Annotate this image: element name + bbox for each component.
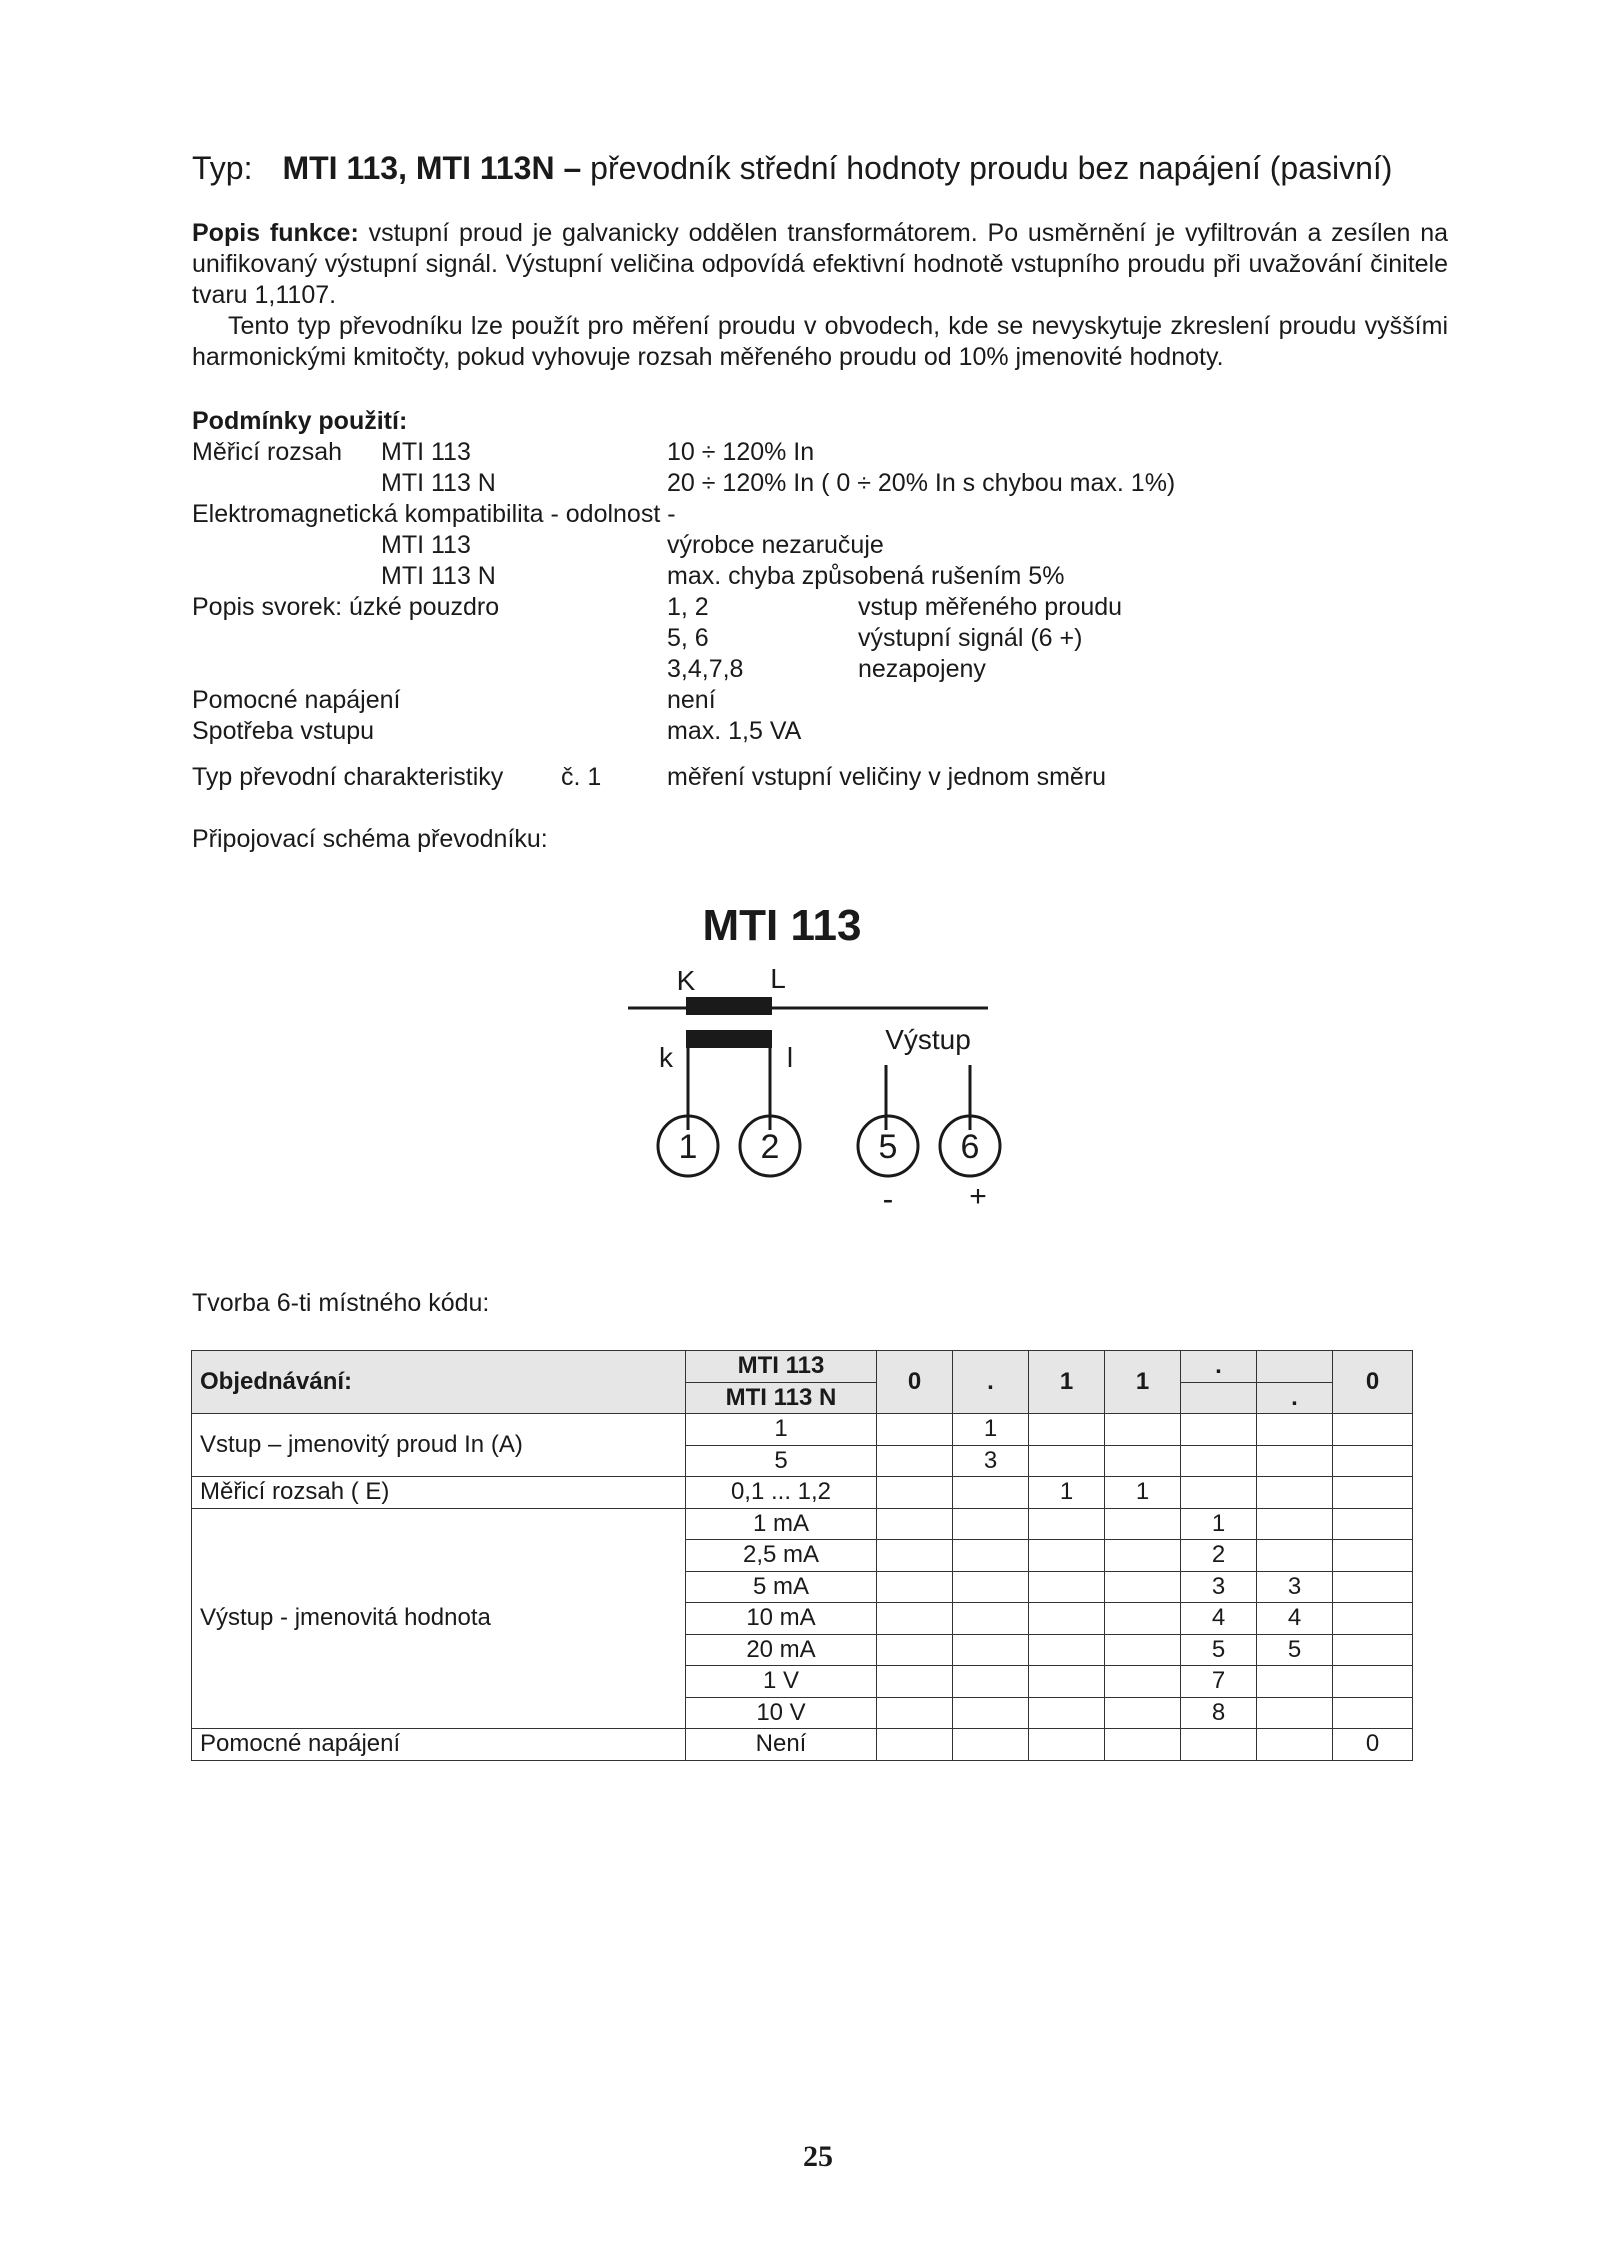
terminal-1-label: 1 — [678, 1128, 698, 1166]
code-digit-3: 1 — [1029, 1351, 1105, 1414]
connection-diagram — [600, 890, 1020, 1220]
terminal-6-label: 6 — [960, 1128, 980, 1166]
range-value-1: 10 ÷ 120% In — [667, 438, 815, 466]
aux-supply-code: 0 — [1333, 1729, 1413, 1761]
terminals-desc-3: nezapojeny — [858, 655, 986, 683]
conditions-heading: Podmínky použití: — [192, 407, 408, 435]
output-code-6 — [1257, 1508, 1333, 1540]
model-mti113: MTI 113 — [686, 1351, 877, 1383]
table-row — [192, 1508, 1413, 1540]
output-value: 5 mA — [686, 1571, 877, 1603]
input-code-1: 1 — [953, 1414, 1029, 1446]
input-value-5: 5 — [686, 1445, 877, 1477]
code-digit-7: 0 — [1333, 1351, 1413, 1414]
header-row-1 — [192, 1351, 1413, 1383]
label-K: K — [676, 965, 696, 996]
diagram-title: MTI 113 — [702, 901, 862, 950]
aux-supply-label: Pomocné napájení — [192, 686, 401, 714]
table-row — [192, 1414, 1413, 1446]
range-code-4: 1 — [1105, 1477, 1181, 1509]
output-code-5: 8 — [1181, 1697, 1257, 1729]
aux-supply-row-label: Pomocné napájení — [192, 1729, 686, 1761]
table-row — [192, 1477, 1413, 1509]
characteristic-value: měření vstupní veličiny v jednom směru — [667, 763, 1107, 791]
output-code-6: 3 — [1257, 1571, 1333, 1603]
characteristic-label: Typ převodní charakteristiky — [192, 763, 504, 791]
model-mti113n: MTI 113 N — [686, 1382, 877, 1414]
plus-sign: + — [969, 1180, 987, 1213]
terminals-desc-1: vstup měřeného proudu — [858, 593, 1123, 621]
output-value: 2,5 mA — [686, 1540, 877, 1572]
range-row-value: 0,1 ... 1,2 — [686, 1477, 877, 1509]
input-code-5: 3 — [953, 1445, 1029, 1477]
output-label: Výstup — [885, 1024, 971, 1055]
output-code-5: 5 — [1181, 1634, 1257, 1666]
emc-model-1: MTI 113 — [381, 531, 471, 559]
function-label: Popis funkce: — [192, 219, 359, 247]
output-value: 10 mA — [686, 1603, 877, 1635]
output-code-5: 7 — [1181, 1666, 1257, 1698]
output-value: 1 V — [686, 1666, 877, 1698]
output-code-5: 3 — [1181, 1571, 1257, 1603]
label-L: L — [770, 963, 786, 994]
code-digit-6-bottom: . — [1257, 1382, 1333, 1414]
terminals-label: Popis svorek: úzké pouzdro — [192, 593, 500, 621]
terminal-5-label: 5 — [878, 1128, 898, 1166]
characteristic-number: č. 1 — [561, 763, 602, 791]
output-value: 10 V — [686, 1697, 877, 1729]
aux-supply-value: není — [667, 686, 716, 714]
range-row-label: Měřicí rozsah ( E) — [192, 1477, 686, 1509]
output-code-6: 5 — [1257, 1634, 1333, 1666]
terminal-2-label: 2 — [760, 1128, 780, 1166]
title-description: převodník střední hodnoty proudu bez napájení (pasivní) — [590, 150, 1393, 186]
label-k: k — [659, 1042, 673, 1073]
output-code-6: 4 — [1257, 1603, 1333, 1635]
terminals-pins-2: 5, 6 — [667, 624, 709, 652]
code-label: Tvorba 6-ti místného kódu: — [192, 1289, 490, 1317]
range-label: Měřicí rozsah — [192, 438, 343, 466]
transformer-secondary — [686, 1030, 772, 1048]
type-label: Typ: — [192, 150, 253, 186]
code-digit-1: 0 — [877, 1351, 953, 1414]
terminals-pins-3: 3,4,7,8 — [667, 655, 744, 683]
aux-supply-row-value: Není — [686, 1729, 877, 1761]
output-value: 1 mA — [686, 1508, 877, 1540]
range-value-2: 20 ÷ 120% In ( 0 ÷ 20% In s chybou max. 1%) — [667, 469, 1176, 497]
input-value-1: 1 — [686, 1414, 877, 1446]
range-model-1: MTI 113 — [381, 438, 471, 466]
output-code-6 — [1257, 1697, 1333, 1729]
minus-sign: - — [882, 1181, 894, 1217]
model-name: MTI 113, MTI 113N — [282, 150, 555, 186]
range-model-2: MTI 113 N — [381, 469, 496, 497]
function-description — [192, 218, 1448, 311]
label-l: l — [786, 1042, 794, 1073]
title-dash: – — [554, 150, 591, 186]
code-digit-5-top: . — [1181, 1351, 1257, 1383]
emc-value-1: výrobce nezaručuje — [667, 531, 884, 559]
function-description-2: Tento typ převodníku lze použít pro měření proudu v obvodech, kde se nevyskytuje zkreslení proudu vyššími harmonickými kmitočty, pokud vyhovuje rozsah měřeného proudu od 10% jmenovité hodnoty. — [192, 312, 1448, 371]
output-code-5: 1 — [1181, 1508, 1257, 1540]
emc-label: Elektromagnetická kompatibilita - odolnost - — [192, 500, 676, 528]
range-code-3: 1 — [1029, 1477, 1105, 1509]
output-code-6 — [1257, 1666, 1333, 1698]
emc-model-2: MTI 113 N — [381, 562, 496, 590]
output-value: 20 mA — [686, 1634, 877, 1666]
terminals-desc-2: výstupní signál (6 +) — [858, 624, 1083, 652]
consumption-value: max. 1,5 VA — [667, 717, 802, 745]
code-digit-5-bottom — [1181, 1382, 1257, 1414]
terminals-pins-1: 1, 2 — [667, 593, 709, 621]
input-label: Vstup – jmenovitý proud In (A) — [192, 1414, 686, 1477]
emc-value-2: max. chyba způsobená rušením 5% — [667, 562, 1065, 590]
code-digit-4: 1 — [1105, 1351, 1181, 1414]
output-code-6 — [1257, 1540, 1333, 1572]
output-code-5: 2 — [1181, 1540, 1257, 1572]
schema-label: Připojovací schéma převodníku: — [192, 825, 548, 853]
ordering-table — [191, 1350, 1413, 1761]
output-code-5: 4 — [1181, 1603, 1257, 1635]
table-row — [192, 1729, 1413, 1761]
code-digit-6-top — [1257, 1351, 1333, 1383]
page-title — [192, 150, 1392, 187]
code-dot: . — [953, 1351, 1029, 1414]
output-row-label: Výstup - jmenovitá hodnota — [192, 1508, 686, 1729]
page-number: 25 — [803, 2140, 833, 2173]
ordering-label: Objednávání: — [192, 1351, 686, 1414]
function-text: vstupní proud je galvanicky oddělen transformátorem. Po usměrnění je vyfiltrován a zesílen na unifikovaný výstupní signál. Výstupní veličina odpovídá efektivní hodnotě vstupního proudu při uvažování činitele tvaru 1,1107. — [192, 219, 1448, 309]
transformer-primary — [686, 997, 772, 1015]
consumption-label: Spotřeba vstupu — [192, 717, 375, 745]
